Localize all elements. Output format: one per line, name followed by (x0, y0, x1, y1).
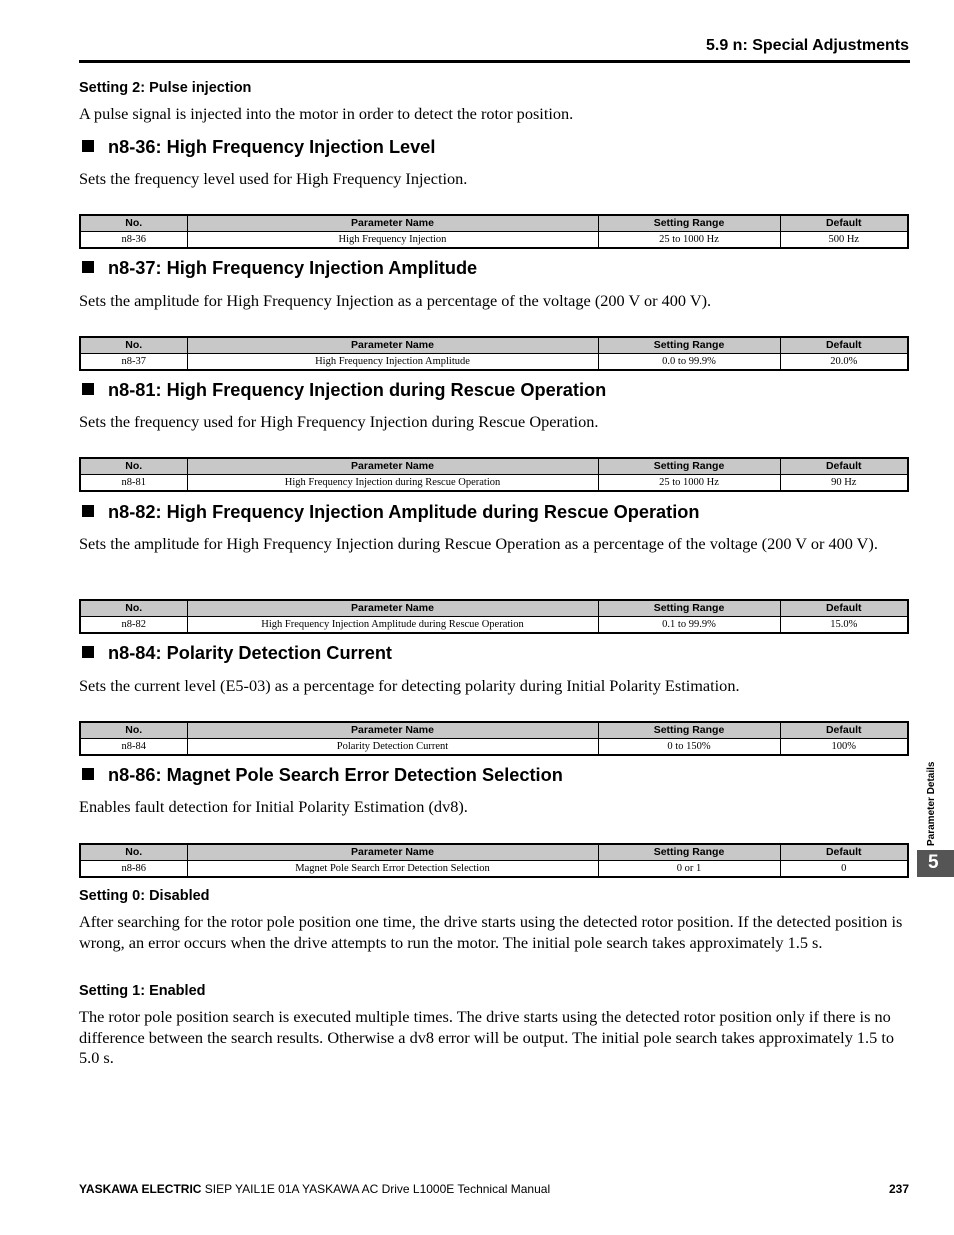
param-table-n8-37 (79, 336, 909, 371)
col-no: No. (80, 600, 187, 617)
col-setting-range: Setting Range (598, 844, 780, 861)
table-header-row (80, 844, 908, 861)
cell-parameter-name: High Frequency Injection during Rescue Operation (187, 475, 598, 492)
subhead-setting-0: Setting 0: Disabled (79, 888, 210, 904)
param-table-n8-81 (79, 457, 909, 492)
cell-default: 15.0% (780, 617, 908, 634)
desc-n8-84: Sets the current level (E5-03) as a percentage for detecting polarity during Initial Polarity Estimation. (79, 676, 740, 695)
col-no: No. (80, 215, 187, 232)
table-header-row (80, 337, 908, 354)
col-setting-range: Setting Range (598, 215, 780, 232)
cell-setting-range: 0 or 1 (598, 861, 780, 878)
cell-default: 0 (780, 861, 908, 878)
cell-parameter-name: Magnet Pole Search Error Detection Selection (187, 861, 598, 878)
col-default: Default (780, 600, 908, 617)
table-header-row (80, 458, 908, 475)
setting-1-text: The rotor pole position search is executed multiple times. The drive starts using the detected rotor position only if there is no difference between the search results. Otherwise a dv8 error will be output. The initial pole search takes approximately 1.5 to 5.0 s. (79, 1007, 894, 1067)
cell-no: n8-86 (80, 861, 187, 878)
col-parameter-name: Parameter Name (187, 600, 598, 617)
table-row (80, 739, 908, 756)
square-bullet-icon (82, 768, 94, 780)
col-setting-range: Setting Range (598, 337, 780, 354)
footer-doc-info (79, 1182, 550, 1196)
desc-n8-81: Sets the frequency used for High Frequency Injection during Rescue Operation. (79, 412, 599, 431)
cell-setting-range: 0.1 to 99.9% (598, 617, 780, 634)
col-default: Default (780, 722, 908, 739)
cell-parameter-name: High Frequency Injection Amplitude during Rescue Operation (187, 617, 598, 634)
param-table-n8-82 (79, 599, 909, 634)
cell-default: 500 Hz (780, 232, 908, 249)
cell-parameter-name: High Frequency Injection (187, 232, 598, 249)
square-bullet-icon (82, 505, 94, 517)
cell-default: 100% (780, 739, 908, 756)
heading-n8-81: n8-81: High Frequency Injection during Rescue Operation (82, 380, 606, 401)
desc-n8-37: Sets the amplitude for High Frequency Injection as a percentage of the voltage (200 V or 400 V). (79, 291, 712, 310)
param-table-n8-84 (79, 721, 909, 756)
subhead-setting-1: Setting 1: Enabled (79, 983, 206, 999)
cell-setting-range: 25 to 1000 Hz (598, 475, 780, 492)
square-bullet-icon (82, 140, 94, 152)
heading-n8-37: n8-37: High Frequency Injection Amplitude (82, 258, 477, 279)
footer-brand: YASKAWA ELECTRIC (79, 1182, 202, 1196)
col-parameter-name: Parameter Name (187, 722, 598, 739)
footer-doc-title: SIEP YAIL1E 01A YASKAWA AC Drive L1000E Technical Manual (201, 1182, 551, 1196)
cell-setting-range: 0 to 150% (598, 739, 780, 756)
section-header: 5.9 n: Special Adjustments (705, 37, 909, 54)
col-parameter-name: Parameter Name (187, 215, 598, 232)
col-setting-range: Setting Range (598, 600, 780, 617)
square-bullet-icon (82, 646, 94, 658)
col-default: Default (780, 337, 908, 354)
cell-default: 90 Hz (780, 475, 908, 492)
table-header-row (80, 600, 908, 617)
heading-n8-86: n8-86: Magnet Pole Search Error Detection Selection (82, 765, 563, 786)
cell-no: n8-81 (80, 475, 187, 492)
desc-n8-86: Enables fault detection for Initial Polarity Estimation (dv8). (79, 797, 468, 816)
col-default: Default (780, 458, 908, 475)
col-no: No. (80, 844, 187, 861)
square-bullet-icon (82, 383, 94, 395)
cell-no: n8-37 (80, 354, 187, 371)
col-default: Default (780, 215, 908, 232)
col-no: No. (80, 337, 187, 354)
col-parameter-name: Parameter Name (187, 458, 598, 475)
table-header-row (80, 722, 908, 739)
col-parameter-name: Parameter Name (187, 337, 598, 354)
col-parameter-name: Parameter Name (187, 844, 598, 861)
table-row (80, 232, 908, 249)
cell-parameter-name: High Frequency Injection Amplitude (187, 354, 598, 371)
table-row (80, 861, 908, 878)
col-setting-range: Setting Range (598, 458, 780, 475)
cell-setting-range: 0.0 to 99.9% (598, 354, 780, 371)
col-default: Default (780, 844, 908, 861)
heading-n8-84: n8-84: Polarity Detection Current (82, 643, 392, 664)
cell-no: n8-84 (80, 739, 187, 756)
desc-n8-36: Sets the frequency level used for High Frequency Injection. (79, 169, 468, 188)
page-number: 237 (888, 1182, 909, 1196)
col-no: No. (80, 458, 187, 475)
cell-no: n8-82 (80, 617, 187, 634)
table-header-row (80, 215, 908, 232)
table-row (80, 475, 908, 492)
table-row (80, 354, 908, 371)
col-no: No. (80, 722, 187, 739)
square-bullet-icon (82, 261, 94, 273)
intro-text: A pulse signal is injected into the motor in order to detect the rotor position. (79, 104, 574, 123)
table-row (80, 617, 908, 634)
setting-0-text: After searching for the rotor pole position one time, the drive starts using the detected rotor position. If the detected position is wrong, an error occurs when the drive attempts to run the motor. The initial pole search takes approximately 1.5 s. (79, 912, 903, 952)
chapter-number: 5 (928, 852, 939, 873)
param-table-n8-86 (79, 843, 909, 878)
cell-no: n8-36 (80, 232, 187, 249)
desc-n8-82: Sets the amplitude for High Frequency Injection during Rescue Operation as a percentage of the voltage (200 V or 400 V). (79, 534, 878, 553)
header-rule (79, 60, 910, 63)
subhead-pulse-injection: Setting 2: Pulse injection (79, 80, 252, 96)
cell-setting-range: 25 to 1000 Hz (598, 232, 780, 249)
heading-n8-82: n8-82: High Frequency Injection Amplitude during Rescue Operation (82, 502, 700, 523)
cell-default: 20.0% (780, 354, 908, 371)
param-table-n8-36 (79, 214, 909, 249)
col-setting-range: Setting Range (598, 722, 780, 739)
cell-parameter-name: Polarity Detection Current (187, 739, 598, 756)
heading-n8-36: n8-36: High Frequency Injection Level (82, 137, 435, 158)
side-tab-label: Parameter Details (926, 761, 937, 846)
